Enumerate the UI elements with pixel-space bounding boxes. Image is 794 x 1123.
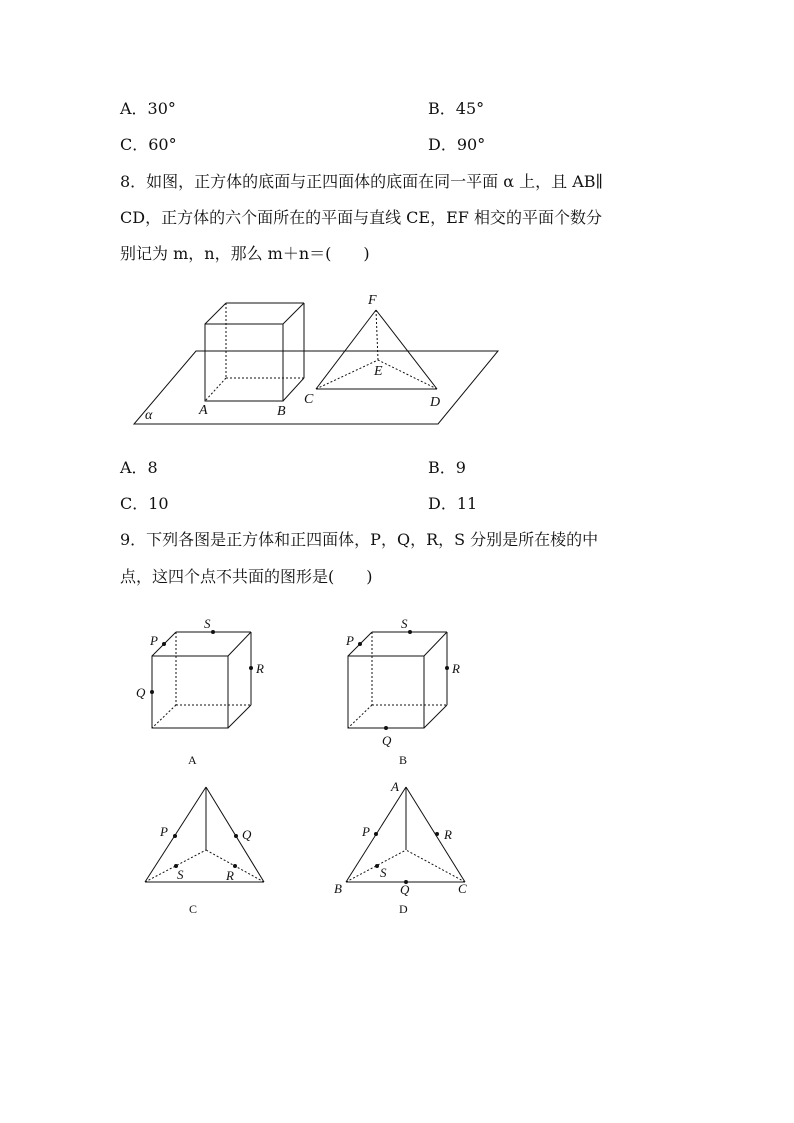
label-p-d: P	[362, 824, 370, 839]
label-r-b: R	[452, 661, 460, 676]
q9-figure-a	[152, 632, 251, 728]
point-p-b	[358, 642, 362, 646]
label-a: A	[199, 403, 208, 418]
label-q-b: Q	[382, 733, 392, 748]
point-q-b	[384, 726, 388, 730]
point-p-c	[173, 834, 177, 838]
caption-a: A	[188, 753, 197, 767]
q7-option-c: C．60°	[120, 135, 177, 154]
label-p-c: P	[160, 824, 168, 839]
label-f: F	[368, 293, 377, 308]
q9-text-line-2: 点，这四个点不共面的图形是( )	[120, 567, 373, 586]
q8-text-line-1: 8．如图，正方体的底面与正四面体的底面在同一平面 α 上，且 AB∥	[120, 172, 603, 191]
label-r-c: R	[226, 868, 234, 883]
point-q-c	[234, 834, 238, 838]
point-p-a	[162, 642, 166, 646]
point-r-b	[445, 666, 449, 670]
q8-text-line-3: 别记为 m，n，那么 m＋n＝( )	[120, 244, 370, 263]
label-q-c: Q	[242, 827, 252, 842]
q7-option-a: A．30°	[120, 99, 176, 118]
label-q-a: Q	[136, 685, 146, 700]
point-p-d	[374, 832, 378, 836]
label-r-a: R	[256, 661, 264, 676]
label-s-a: S	[204, 616, 211, 631]
point-r-d	[435, 832, 439, 836]
label-b: B	[277, 404, 286, 419]
point-s-d	[375, 864, 379, 868]
caption-b: B	[399, 753, 408, 767]
label-c-d: C	[458, 881, 467, 896]
q9-figure-b	[348, 632, 447, 728]
q8-text-line-2: CD，正方体的六个面所在的平面与直线 CE，EF 相交的平面个数分	[120, 208, 602, 227]
label-s-c: S	[177, 867, 184, 882]
label-c: C	[304, 392, 314, 407]
label-p-a: P	[150, 633, 158, 648]
q9-text-line-1: 9．下列各图是正方体和正四面体，P，Q，R，S 分别是所在棱的中	[120, 530, 599, 549]
q8-option-b: B．9	[428, 458, 466, 477]
label-q-d: Q	[400, 882, 410, 897]
label-b-d: B	[334, 881, 342, 896]
caption-c: C	[189, 902, 198, 916]
label-s-d: S	[380, 865, 387, 880]
q8-option-a: A．8	[120, 458, 158, 477]
point-s-b	[408, 630, 412, 634]
q7-option-b: B．45°	[428, 99, 485, 118]
label-a-d: A	[391, 779, 399, 794]
label-e: E	[374, 364, 383, 379]
label-r-d: R	[444, 827, 452, 842]
q8-option-c: C．10	[120, 494, 169, 513]
q8-option-d: D．11	[428, 494, 478, 513]
label-d: D	[430, 395, 441, 410]
q7-option-d: D．90°	[428, 135, 486, 154]
caption-d: D	[399, 902, 408, 916]
point-s-a	[211, 630, 215, 634]
label-alpha: α	[145, 408, 153, 423]
point-r-a	[249, 666, 253, 670]
label-s-b: S	[401, 616, 408, 631]
point-q-a	[150, 690, 154, 694]
label-p-b: P	[346, 633, 354, 648]
